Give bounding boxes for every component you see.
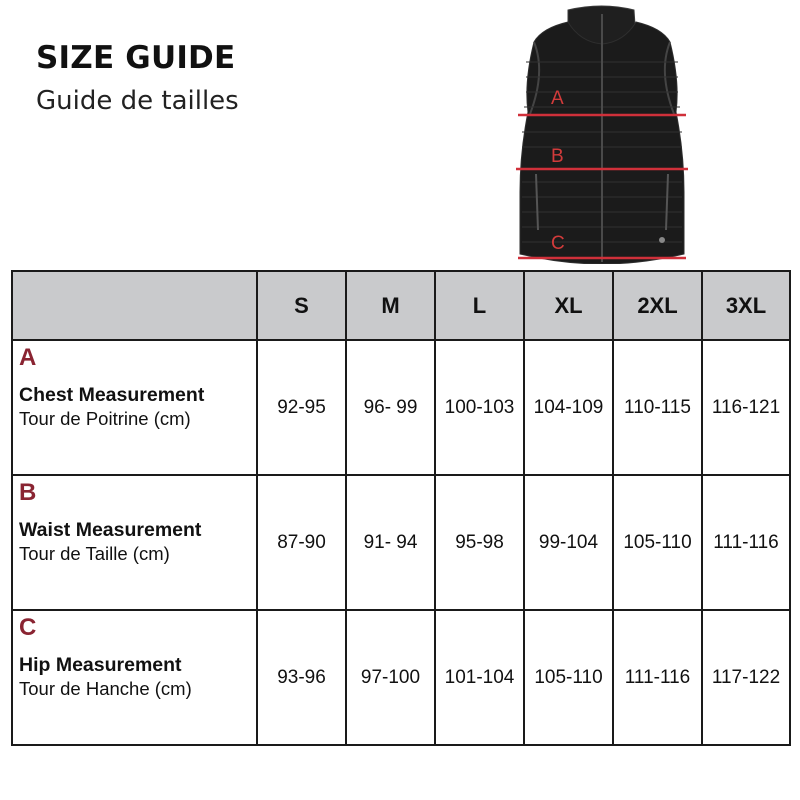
table-cell: 110-115 (613, 340, 702, 475)
table-cell: 117-122 (702, 610, 790, 745)
vest-diagram (512, 2, 692, 264)
table-cell: 91- 94 (346, 475, 435, 610)
table-cell: 105-110 (613, 475, 702, 610)
size-header: L (435, 271, 524, 340)
header-corner (12, 271, 257, 340)
size-table (11, 270, 791, 746)
table-cell: 100-103 (435, 340, 524, 475)
page-subtitle: Guide de tailles (36, 86, 239, 116)
page-title: SIZE GUIDE (36, 40, 236, 76)
table-cell: 101-104 (435, 610, 524, 745)
table-cell: 93-96 (257, 610, 346, 745)
table-cell: 111-116 (702, 475, 790, 610)
table-cell: 99-104 (524, 475, 613, 610)
marker-c: C (551, 233, 565, 254)
table-cell: 87-90 (257, 475, 346, 610)
row-label-en: Waist Measurement (19, 519, 202, 541)
row-label-en: Chest Measurement (19, 384, 205, 406)
marker-a: A (551, 88, 564, 109)
size-header: XL (524, 271, 613, 340)
table-row-hip (12, 610, 790, 745)
table-cell: 92-95 (257, 340, 346, 475)
table-cell: 116-121 (702, 340, 790, 475)
table-cell: 95-98 (435, 475, 524, 610)
size-header: M (346, 271, 435, 340)
table-header-row (12, 271, 790, 340)
table-cell: 97-100 (346, 610, 435, 745)
row-letter: C (19, 614, 37, 641)
size-header: S (257, 271, 346, 340)
table-cell: 104-109 (524, 340, 613, 475)
row-letter: A (19, 344, 37, 371)
marker-b: B (551, 146, 564, 167)
table-row-waist (12, 475, 790, 610)
row-label (12, 475, 257, 610)
row-letter: B (19, 479, 37, 506)
size-header: 2XL (613, 271, 702, 340)
row-label (12, 610, 257, 745)
table-cell: 96- 99 (346, 340, 435, 475)
row-label-fr: Tour de Taille (cm) (19, 543, 170, 564)
row-label-fr: Tour de Poitrine (cm) (19, 408, 191, 429)
row-label (12, 340, 257, 475)
table-cell: 105-110 (524, 610, 613, 745)
size-header: 3XL (702, 271, 790, 340)
row-label-en: Hip Measurement (19, 654, 182, 676)
table-cell: 111-116 (613, 610, 702, 745)
vest-logo (659, 237, 665, 243)
row-label-fr: Tour de Hanche (cm) (19, 678, 192, 699)
table-row-chest (12, 340, 790, 475)
